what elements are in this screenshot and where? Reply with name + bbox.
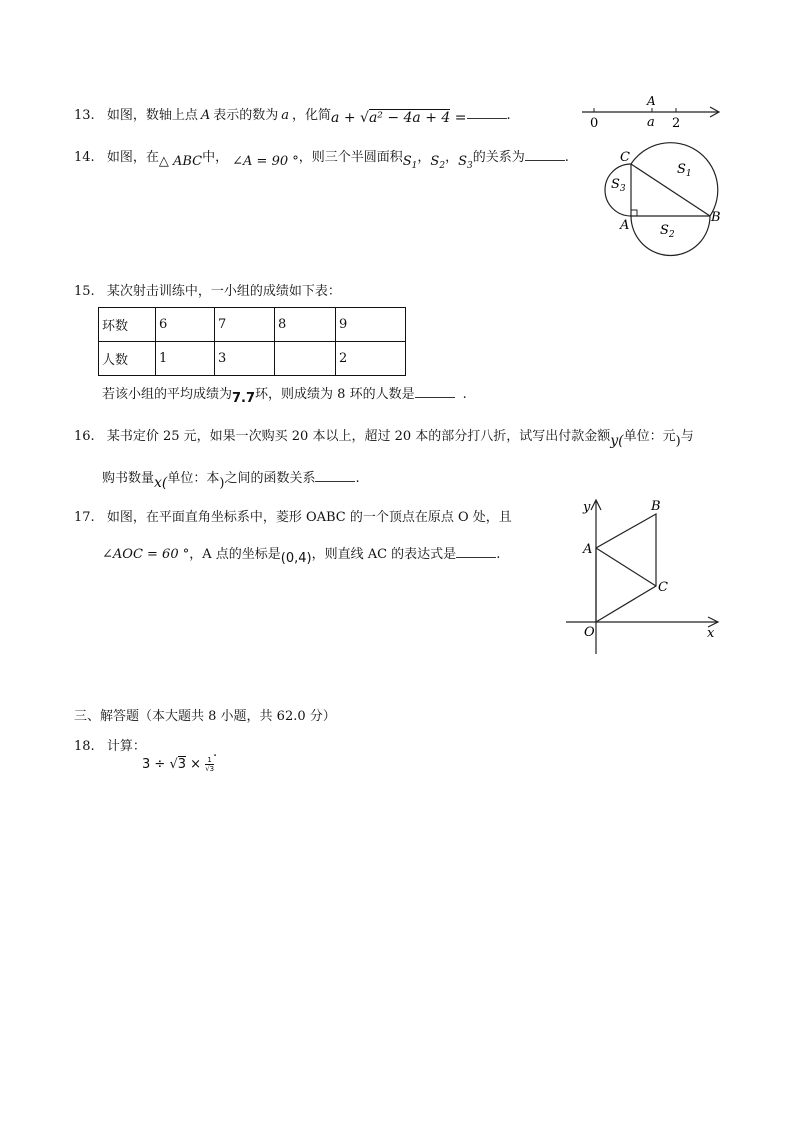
table-row: 人数 1 3 2 [99,342,406,376]
period: . [213,745,218,760]
svg-text:x: x [707,626,715,641]
score-table [98,307,406,376]
svg-text:C: C [620,150,630,165]
question-number: 13. [74,108,95,123]
answer-blank[interactable] [415,385,455,398]
question-number: 14. [74,150,95,165]
question-17-line2: ∠AOC = 60 °，A 点的坐标是(0,4)，则直线 AC 的表达式是 . [102,547,501,566]
answer-blank[interactable] [456,545,496,558]
question-15: 15. 某次射击训练中，一小组的成绩如下表： [74,284,341,299]
number-line-figure [578,92,728,132]
answer-blank[interactable] [467,106,507,119]
answer-blank[interactable] [315,469,355,482]
svg-text:C: C [658,580,668,595]
question-14: 14. 如图，在△ ABC中， ∠A = 90 °，则三个半圆面积$S_1$，$S_2$，$S_3$的关系为 . [74,150,569,171]
svg-text:A: A [647,94,656,108]
question-16-line2: 购书数量x(单位：本)之间的函数关系 . [102,471,360,491]
svg-text:y: y [583,500,591,515]
question-13: 13. 如图，数轴上点 A 表示的数为 a ，化简a + √a² − 4a + 4 = . [74,108,511,126]
question-number: 18. [74,739,95,754]
table-row: 环数 6 7 8 9 [99,308,406,342]
svg-text:A: A [583,542,593,557]
question-number: 16. [74,429,95,444]
svg-text:2: 2 [672,116,681,131]
svg-text:B: B [711,210,721,225]
svg-text:S3: $S_3$ [611,177,626,194]
question-17-line1: 17. 如图，在平面直角坐标系中，菱形 OABC 的一个顶点在原点 O 处，且 [74,510,512,525]
answer-blank[interactable] [525,148,565,161]
svg-text:S1: $S_1$ [677,162,692,179]
rhombus-coordinate-figure [560,490,730,660]
section-heading: 三、解答题（本大题共 8 小题，共 62.0 分） [74,709,336,724]
question-16-line1: 16. 某书定价 25 元，如果一次购买 20 本以上，超过 20 本的部分打八折，试写出付款金额y(单位：元)与 [74,429,694,449]
svg-text:O: O [584,625,595,640]
question-number: 15. [74,284,95,299]
svg-text:A: A [620,218,630,233]
semicircles-figure [592,140,732,260]
math-expression: a + √a² − 4a + 4 = [331,110,467,126]
question-15-followup: 若该小组的平均成绩为7.7环，则成绩为 8 环的人数是 . [102,387,467,406]
math-expression: 3 ÷ √3 × $\frac{1}{√3}$ [142,756,215,773]
svg-text:a: a [647,115,655,130]
question-number: 17. [74,510,95,525]
svg-text:S2: $S_2$ [660,223,675,240]
svg-text:B: B [651,499,661,514]
question-18: 18. 计算： [74,739,146,754]
svg-text:0: 0 [590,116,599,131]
